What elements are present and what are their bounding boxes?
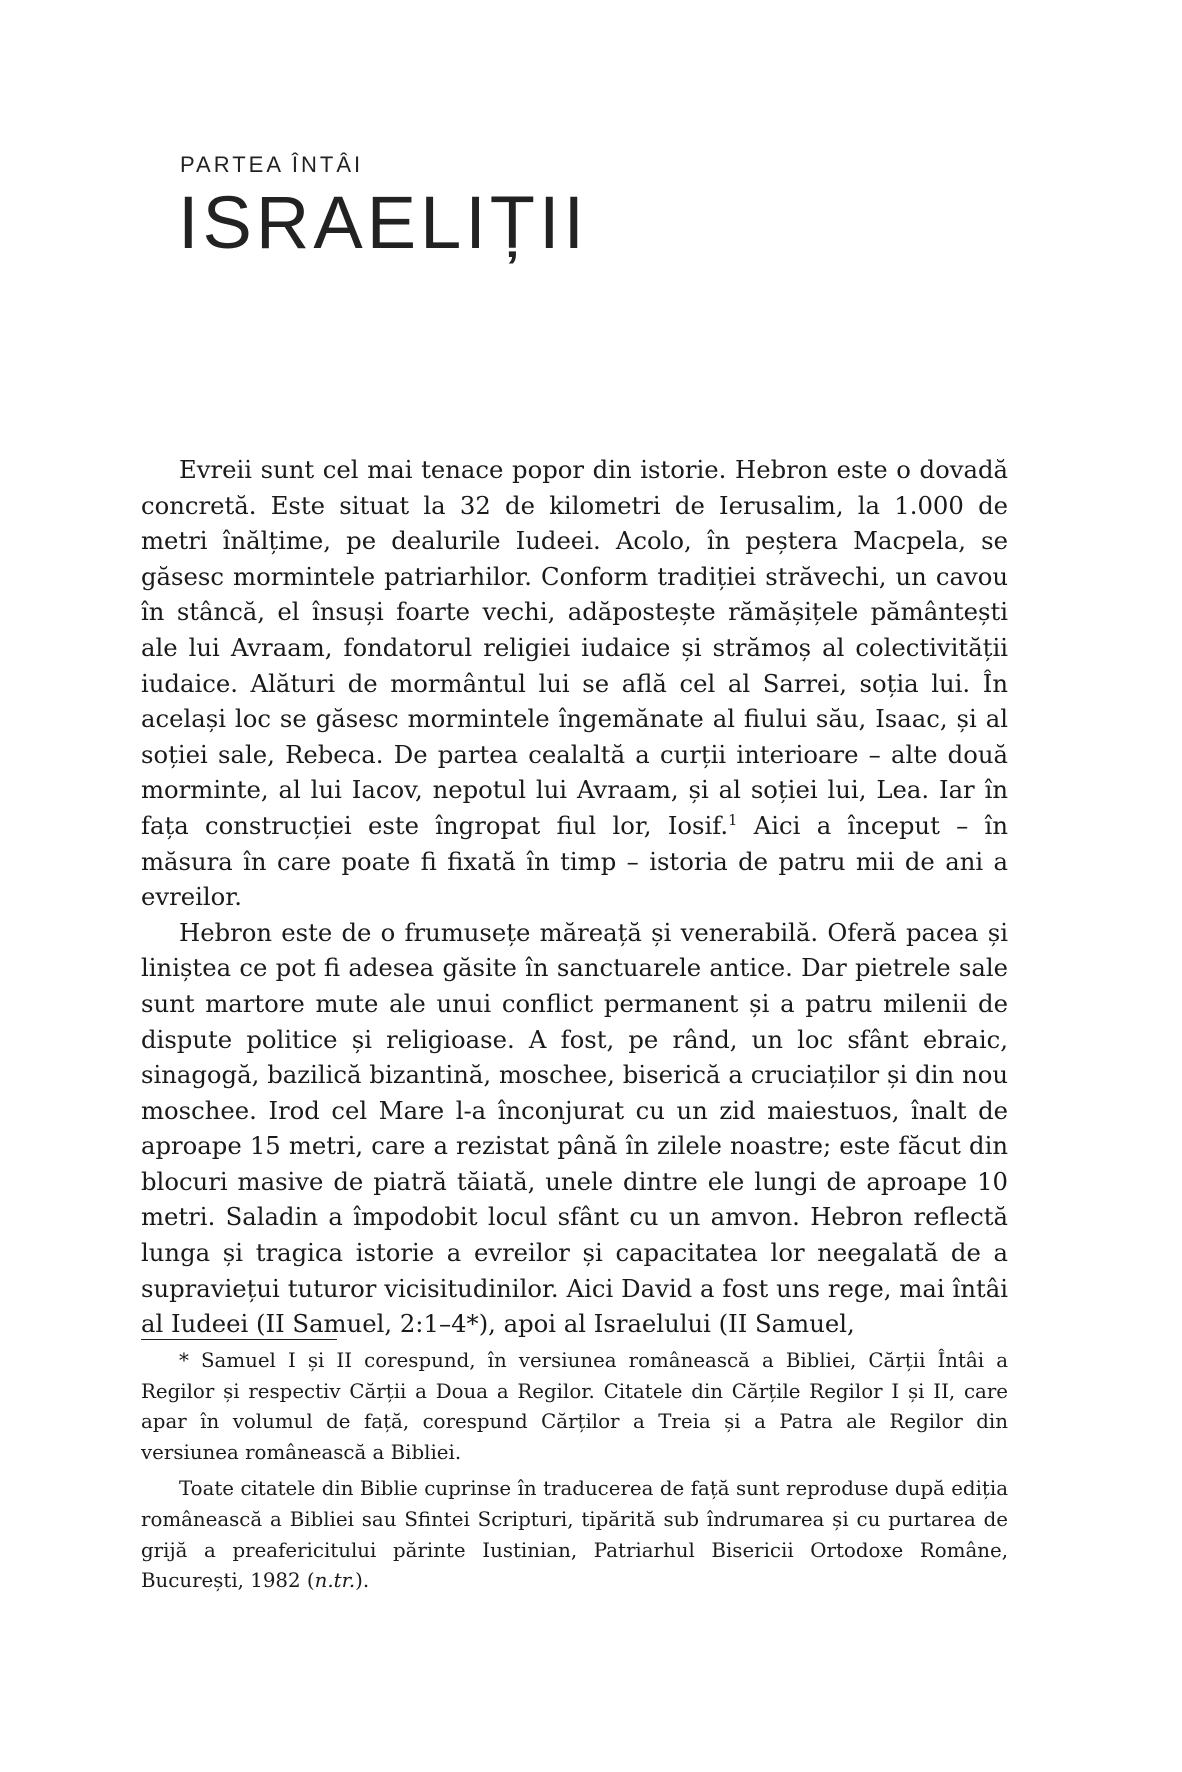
footnote-2-abbrev: n.tr. [314,1569,356,1593]
part-label: PARTEA ÎNTÂI [180,152,364,177]
paragraph-1-text-end: Aici a început – în măsura în care poate fi fixată în timp – istoria de patru mii de ani a evreilor. [141,810,1008,912]
body-text [141,452,1008,1342]
paragraph-1-text: Evreii sunt cel mai tenace popor din istorie. Hebron este o dovadă concretă. Este situat la 32 de kilometri de Ierusalim, la 1.000 de metri înălțime, pe dealurile Iudeei. Acolo, în peștera Macpela, se găsesc mormintele patriarhilor. Conform tradiției străvechi, un cavou în stâncă, el însuși foarte vechi, adăpostește rămășițele pământești ale lui Avraam, fondatorul religiei iudaice și strămoș al colectivității iudaice. Alături de mormântul lui se află cel al Sarrei, soția lui. În același loc se găsesc mormintele îngemănate al fiului său, Isaac, și al soției sale, Rebeca. De partea cealaltă a curții interioare – alte două morminte, al lui Iacov, nepotul lui Avraam, și al soției lui, Lea. Iar în fața construcției este îngropat fiul lor, Iosif. [141,455,1008,840]
footnote-2-text: Toate citatele din Biblie cuprinse în traducerea de față sunt reproduse după ediția românească a Bibliei sau Sfintei Scripturi, tipărită sub îndrumarea și cu purtarea de grijă a preafericitului părinte Iustinian, Patriarhul Bisericii Ortodoxe Române, București, 1982 ( [141,1477,1008,1593]
paragraph-1 [141,452,1008,915]
part-title: ISRAELIȚII [178,181,589,264]
paragraph-2: Hebron este de o frumusețe măreață și venerabilă. Oferă pacea și liniștea ce pot fi adesea găsite în sanctuarele antice. Dar pietrele sale sunt martore mute ale unui conflict permanent și a patru milenii de dispute politice și religioase. A fost, pe rând, un loc sfânt ebraic, sinagogă, bazilică bizantină, moschee, biserică a cruciaților și din nou moschee. Irod cel Mare l-a înconjurat cu un zid maiestuos, înalt de aproape 15 metri, care a rezistat până în zilele noastre; este făcut din blocuri masive de piatră tăiată, unele dintre ele lungi de aproape 10 metri. Saladin a împodobit locul sfânt cu un amvon. Hebron reflectă lunga și tragica istorie a evreilor și capacitatea lor neegalată de a supraviețui tuturor vicisitudinilor. Aici David a fost uns rege, mai întâi al Iudeei (II Samuel, 2:1–4*), apoi al Israelului (II Samuel, [141,917,1008,1339]
footnote-2-end: ). [355,1569,370,1593]
footnote-2 [141,1474,1008,1596]
footnotes [141,1346,1008,1597]
footnote-ref-1: 1 [728,811,738,829]
footnote-divider [141,1339,337,1340]
footnote-1: * Samuel I și II corespund, în versiunea românească a Bibliei, Cărții Întâi a Regilor și respectiv Cărții a Doua a Regilor. Citatele din Cărțile Regilor I și II, care apar în volumul de față, corespund Cărților a Treia și a Patra ale Regilor din versiunea românească a Bibliei. [141,1349,1008,1464]
